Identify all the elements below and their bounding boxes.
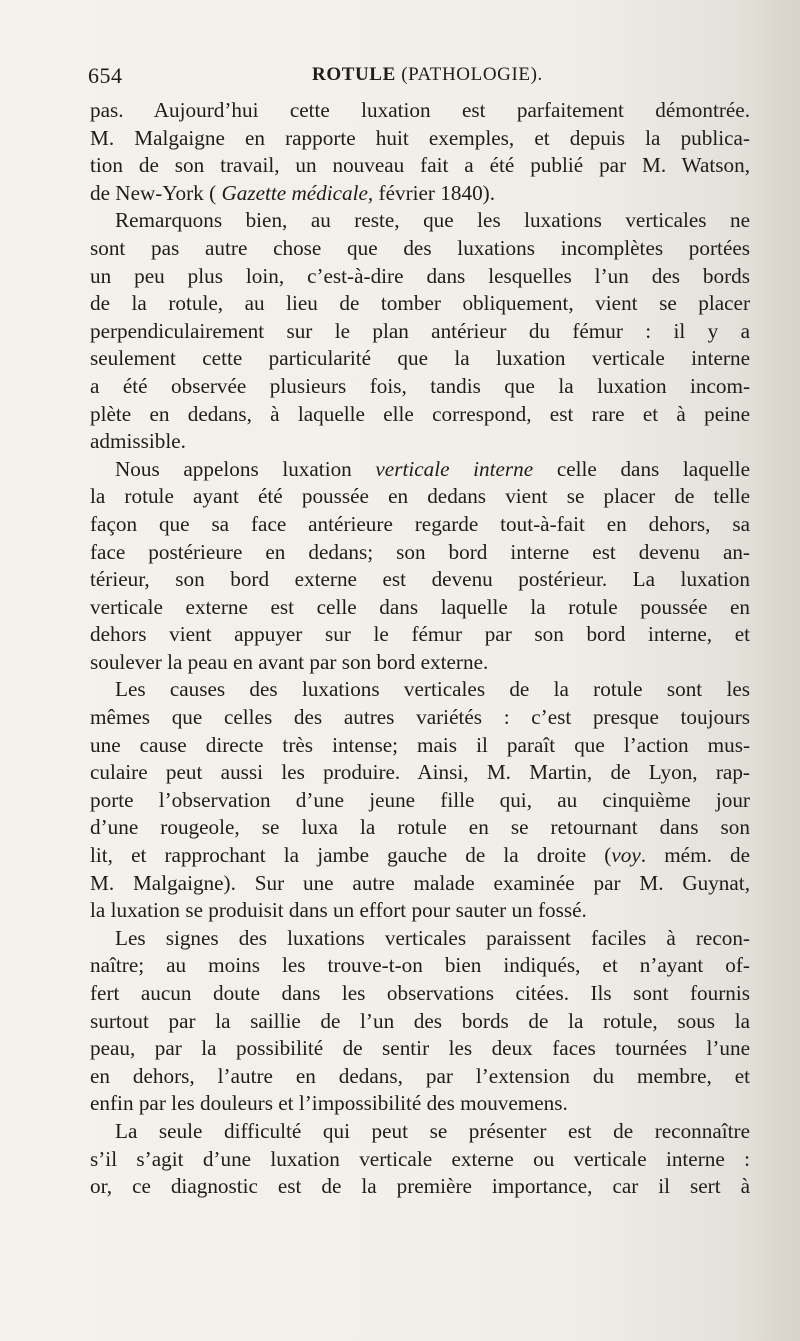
line-text: Remarquons bien, au reste, que les luxations verticales ne bbox=[115, 208, 750, 233]
line-text: s’il s’agit d’une luxation verticale externe ou verticale interne : bbox=[90, 1146, 750, 1171]
body-text bbox=[90, 97, 750, 1201]
text-line bbox=[90, 263, 750, 291]
text-line bbox=[90, 511, 750, 539]
line-text-post: . mém. de bbox=[640, 843, 750, 868]
line-text: seulement cette particularité que la luxation verticale interne bbox=[90, 346, 750, 371]
line-text: sont pas autre chose que des luxations incomplètes portées bbox=[90, 235, 750, 260]
line-text: soulever la peau en avant par son bord externe. bbox=[90, 649, 489, 674]
text-line bbox=[90, 897, 750, 925]
text-line bbox=[90, 594, 750, 622]
text-line bbox=[90, 1008, 750, 1036]
text-line bbox=[90, 649, 750, 677]
text-line bbox=[90, 539, 750, 567]
text-line bbox=[90, 1035, 750, 1063]
line-text: la rotule ayant été poussée en dedans vient se placer de telle bbox=[90, 484, 750, 509]
text-line bbox=[90, 97, 750, 125]
line-text: Les causes des luxations verticales de la rotule sont les bbox=[115, 677, 750, 702]
line-text: une cause directe très intense; mais il paraît que l’action mus- bbox=[90, 732, 750, 757]
line-text-italic: Gazette médicale, bbox=[221, 180, 374, 205]
line-text: face postérieure en dedans; son bord interne est devenu an- bbox=[90, 539, 750, 564]
line-text: pas. Aujourd’hui cette luxation est parfaitement démontrée. bbox=[90, 98, 750, 122]
line-text: La seule difficulté qui peut se présenter est de reconnaître bbox=[115, 1118, 750, 1143]
text-line bbox=[90, 180, 750, 208]
text-line bbox=[90, 676, 750, 704]
line-text-italic: verticale interne bbox=[375, 456, 534, 481]
line-text: térieur, son bord externe est devenu postérieur. La luxation bbox=[90, 567, 750, 592]
line-text: admissible. bbox=[90, 429, 186, 454]
text-line bbox=[90, 925, 750, 953]
line-text: naître; au moins les trouve-t-on bien indiqués, et n’ayant of- bbox=[90, 953, 750, 978]
line-text: d’une rougeole, se luxa la rotule en se retournant dans son bbox=[90, 815, 750, 840]
running-head bbox=[312, 64, 543, 86]
text-line bbox=[90, 152, 750, 180]
line-text: surtout par la saillie de l’un des bords de la rotule, sous la bbox=[90, 1008, 750, 1033]
line-text: mêmes que celles des autres variétés : c’est presque toujours bbox=[90, 705, 750, 730]
line-text: or, ce diagnostic est de la première importance, car il sert à bbox=[90, 1174, 750, 1199]
text-line bbox=[90, 345, 750, 373]
line-text: en dehors, l’autre en dedans, par l’extension du membre, et bbox=[90, 1063, 750, 1088]
text-line bbox=[90, 787, 750, 815]
text-line bbox=[90, 952, 750, 980]
text-line bbox=[90, 401, 750, 429]
line-text: verticale externe est celle dans laquelle la rotule poussée en bbox=[90, 594, 750, 619]
text-line bbox=[90, 235, 750, 263]
line-text-italic: voy bbox=[611, 843, 641, 868]
text-line bbox=[90, 870, 750, 898]
line-text: a été observée plusieurs fois, tandis que la luxation incom- bbox=[90, 373, 750, 398]
line-text: culaire peut aussi les produire. Ainsi, M. Martin, de Lyon, rap- bbox=[90, 760, 750, 785]
line-text: M. Malgaigne). Sur une autre malade examinée par M. Guynat, bbox=[90, 870, 750, 895]
line-text: perpendiculairement sur le plan antérieur du fémur : il y a bbox=[90, 318, 750, 343]
page-header bbox=[88, 60, 750, 92]
line-text: Les signes des luxations verticales paraissent faciles à recon- bbox=[115, 925, 750, 950]
text-line bbox=[90, 1090, 750, 1118]
text-line bbox=[90, 566, 750, 594]
line-text: un peu plus loin, c’est-à-dire dans lesquelles l’un des bords bbox=[90, 263, 750, 288]
line-text: de la rotule, au lieu de tomber obliquement, vient se placer bbox=[90, 291, 750, 316]
text-line bbox=[90, 207, 750, 235]
text-line bbox=[90, 1063, 750, 1091]
text-line bbox=[90, 456, 750, 484]
line-text-post: février 1840). bbox=[373, 180, 496, 205]
text-line bbox=[90, 428, 750, 456]
page-number: 654 bbox=[88, 63, 123, 88]
line-text-pre: Nous appelons luxation bbox=[115, 456, 376, 481]
text-line bbox=[90, 842, 750, 870]
line-text: fert aucun doute dans les observations citées. Ils sont fournis bbox=[90, 981, 750, 1005]
text-line bbox=[90, 732, 750, 760]
line-text: la luxation se produisit dans un effort pour sauter un fossé. bbox=[90, 898, 587, 923]
line-text-post: celle dans laquelle bbox=[533, 456, 750, 481]
line-text-pre: de New-York ( bbox=[90, 180, 222, 205]
text-line bbox=[90, 1146, 750, 1174]
line-text: enfin par les douleurs et l’impossibilité des mouvemens. bbox=[90, 1091, 568, 1116]
text-line bbox=[90, 621, 750, 649]
text-line bbox=[90, 1173, 750, 1201]
text-line bbox=[90, 1118, 750, 1146]
text-line bbox=[90, 125, 750, 153]
line-text: porte l’observation d’une jeune fille qui, au cinquième jour bbox=[90, 787, 750, 812]
line-text: plète en dedans, à laquelle elle correspond, est rare et à peine bbox=[90, 401, 750, 426]
line-text-pre: lit, et rapprochant la jambe gauche de la droite ( bbox=[90, 843, 612, 868]
text-line bbox=[90, 290, 750, 318]
text-line bbox=[90, 814, 750, 842]
text-line bbox=[90, 980, 750, 1008]
text-line bbox=[90, 704, 750, 732]
text-line bbox=[90, 318, 750, 346]
text-line bbox=[90, 373, 750, 401]
text-line bbox=[90, 759, 750, 787]
text-line bbox=[90, 483, 750, 511]
line-text: façon que sa face antérieure regarde tout-à-fait en dehors, sa bbox=[90, 511, 750, 536]
running-head-title: ROTULE bbox=[312, 64, 396, 85]
line-text: dehors vient appuyer sur le fémur par son bord interne, et bbox=[90, 622, 750, 647]
line-text: peau, par la possibilité de sentir les deux faces tournées l’une bbox=[90, 1036, 750, 1061]
line-text: M. Malgaigne en rapporte huit exemples, et depuis la publica- bbox=[90, 125, 750, 150]
running-head-subtitle: (PATHOLOGIE). bbox=[401, 64, 543, 85]
line-text: tion de son travail, un nouveau fait a été publié par M. Watson, bbox=[90, 153, 750, 178]
